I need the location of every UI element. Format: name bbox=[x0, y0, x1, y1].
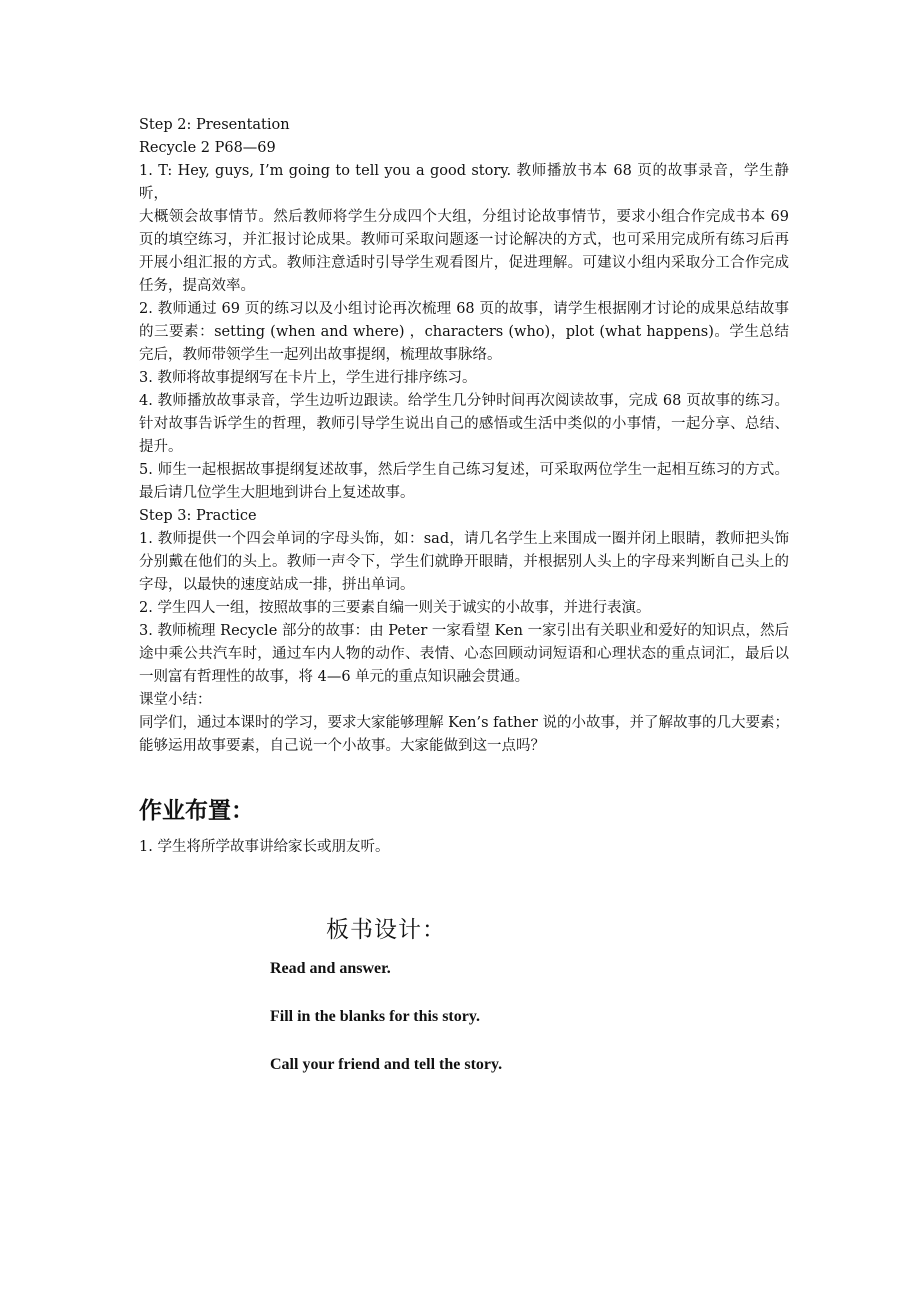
practice-item-2: 2. 学生四人一组，按照故事的三要素自编一则关于诚实的小故事，并进行表演。 bbox=[139, 600, 651, 616]
practice-item-3: 3. 教师梳理 Recycle 部分的故事：由 Peter 一家看望 Ken 一家引出有关职业和爱好的知识点，然后途中乘公共汽车时，通过车内人物的动作、表情、心态回顾动词短语和心理状态的重点词汇，最后以一则富有哲理性的故事，将 4—6 单元的重点知识融会贯通。 bbox=[139, 623, 789, 685]
board-design-title: 板书设计： bbox=[326, 917, 446, 943]
lesson-body bbox=[139, 114, 789, 758]
step-3-heading: Step 3: Practice bbox=[139, 508, 257, 524]
board-line-call-friend: Call your friend and tell the story. bbox=[270, 1056, 503, 1073]
presentation-item-5: 5. 师生一起根据故事提纲复述故事，然后学生自己练习复述，可采取两位学生一起相互练习的方式。最后请几位学生大胆地到讲台上复述故事。 bbox=[139, 462, 789, 501]
recycle-reference: Recycle 2 P68—69 bbox=[139, 140, 276, 156]
summary-text: 同学们，通过本课时的学习，要求大家能够理解 Ken’s father 说的小故事，并了解故事的几大要素； 能够运用故事要素，自己说一个小故事。大家能做到这一点吗？ bbox=[139, 715, 789, 754]
step-2-heading: Step 2: Presentation bbox=[139, 117, 290, 133]
summary-heading: 课堂小结： bbox=[139, 692, 212, 708]
homework-item: 1. 学生将所学故事讲给家长或朋友听。 bbox=[139, 839, 390, 855]
board-line-read-answer: Read and answer. bbox=[270, 960, 391, 977]
presentation-item-3: 3. 教师将故事提纲写在卡片上，学生进行排序练习。 bbox=[139, 370, 477, 386]
board-line-fill-blanks: Fill in the blanks for this story. bbox=[270, 1008, 480, 1025]
presentation-item-1-intro: 1. T: Hey, guys, I’m going to tell you a good story. 教师播放书本 68 页的故事录音，学生静听， bbox=[139, 163, 789, 202]
presentation-item-1-detail: 大概领会故事情节。然后教师将学生分成四个大组，分组讨论故事情节，要求小组合作完成书本 69 页的填空练习，并汇报讨论成果。教师可采取问题逐一讨论解决的方式，也可采用完成所有练习后再开展小组汇报的方式。教师注意适时引导学生观看图片，促进理解。可建议小组内采取分工合作完成任务，提高效率。 bbox=[139, 209, 789, 294]
presentation-item-4: 4. 教师播放故事录音，学生边听边跟读。给学生几分钟时间再次阅读故事，完成 68 页故事的练习。针对故事告诉学生的哲理，教师引导学生说出自己的感悟或生活中类似的小事情，一起分享、总结、提升。 bbox=[139, 393, 789, 455]
practice-item-1: 1. 教师提供一个四会单词的字母头饰，如：sad，请几名学生上来围成一圈并闭上眼睛，教师把头饰分别戴在他们的头上。教师一声令下，学生们就睁开眼睛，并根据别人头上的字母来判断自己头上的字母，以最快的速度站成一排，拼出单词。 bbox=[139, 531, 789, 593]
presentation-item-2: 2. 教师通过 69 页的练习以及小组讨论再次梳理 68 页的故事，请学生根据刚才讨论的成果总结故事的三要素：setting (when and where) ，characters (who)，plot (what happens)。学生总结完后，教师带领学生一起列出故事提纲，梳理故事脉络。 bbox=[139, 301, 789, 363]
homework-title: 作业布置： bbox=[139, 798, 254, 824]
